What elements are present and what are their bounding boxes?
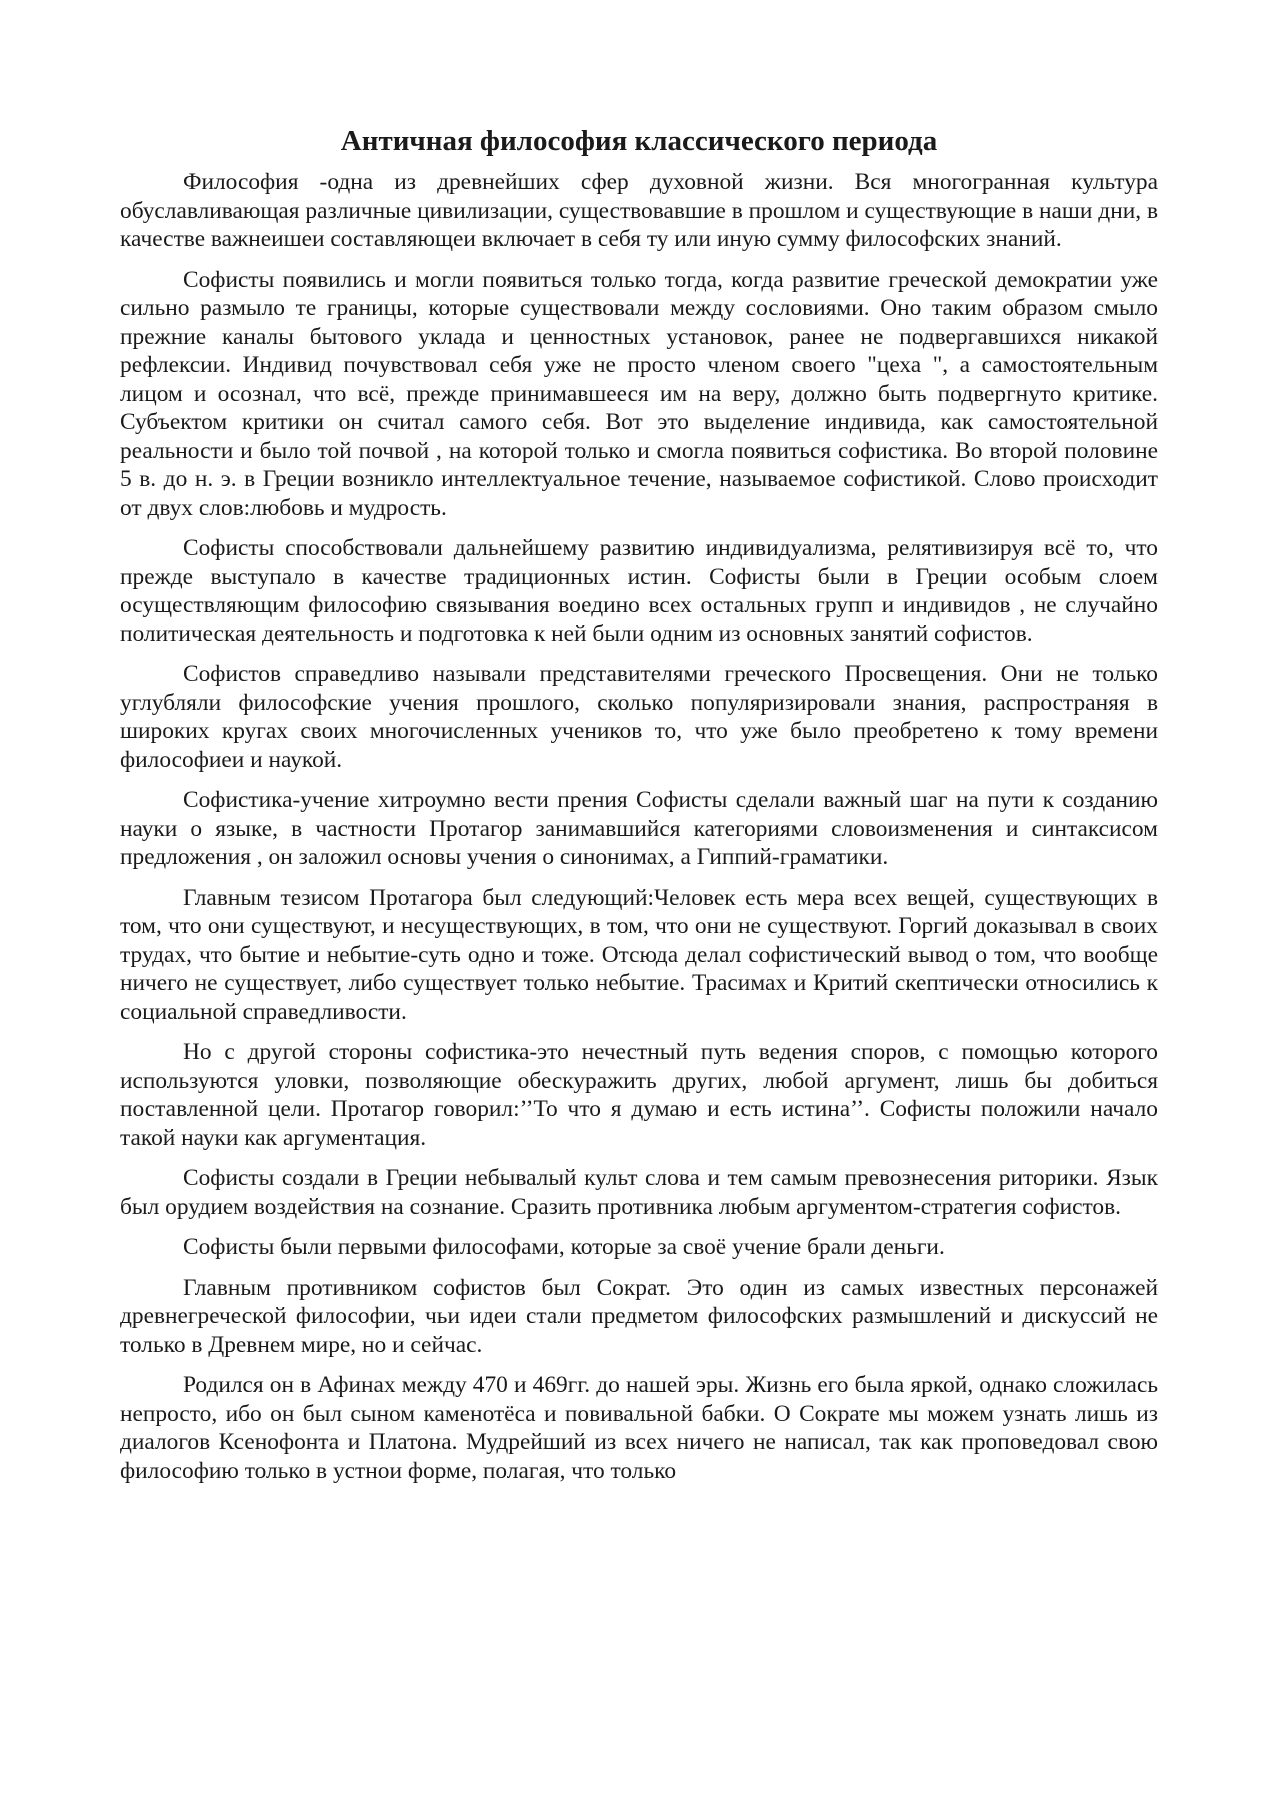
paragraph-socrates-opponent: Главным противником софистов был Сократ. Это один из самых известных персонажей древнегреческой философии, чьи идеи стали предметом философских размышлений и дискуссий не только в Древнем мире, но и сейчас. bbox=[120, 1274, 1158, 1358]
paragraph-protagoras-thesis: Главным тезисом Протагора был следующий:Человек есть мера всех вещей, существующих в том, что они существуют, и несуществующих, в том, что они не существуют. Горгий доказывал в своих трудах, что бытие и небытие-суть одно и тоже. Отсюда делал софистический вывод о том, что вообще ничего не существует, либо существует только небытие. Трасимах и Критий скептически относились к социальной справедливости. bbox=[120, 884, 1158, 1025]
paragraph-individualism: Софисты способствовали дальнейшему развитию индивидуализма, релятивизируя всё то, что прежде выступало в качестве традиционных истин. Софисты были в Греции особым слоем осуществляющим философию связывания воедино всех остальных групп и индивидов , не случайно политическая деятельность и подготовка к ней были одним из основных занятий софистов. bbox=[120, 535, 1158, 647]
paragraph-rhetoric: Софисты создали в Греции небывалый культ слова и тем самым превознесения риторики. Язык был орудием воздействия на сознание. Сразить противника любым аргументом-стратегия софистов. bbox=[120, 1165, 1158, 1220]
paragraph-paid-teaching: Софисты были первыми философами, которые за своё учение брали деньги. bbox=[183, 1234, 945, 1260]
paragraph-socrates-biography: Родился он в Афинах между 470 и 469гг. до нашей эры. Жизнь его была яркой, однако сложилась непросто, ибо он был сыном каменотёса и повивальной бабки. О Сократе мы можем узнать лишь из диалогов Ксенофонта и Платона. Мудрейший из всех ничего не написал, так как проповедовал свою философию только в устнои форме, полагая, что только bbox=[120, 1372, 1158, 1484]
paragraph-intro: Философия -одна из древнейших сфер духовной жизни. Вся многогранная культура обуславливающая различные цивилизации, существовавшие в прошлом и существующие в наши дни, в качестве важнеишеи составляющеи включает в себя ту или иную сумму философских знаний. bbox=[120, 169, 1158, 252]
paragraph-enlightenment: Софистов справедливо называли представителями греческого Просвещения. Они не только углубляли философские учения прошлого, сколько популяризировали знания, распространяя в широких кругах своих многочисленных учеников то, что уже было преобретено к тому времени философиеи и наукой. bbox=[120, 661, 1158, 773]
paragraph-sophists-origin: Софисты появились и могли появиться только тогда, когда развитие греческой демократии уже сильно размыло те границы, которые существовали между сословиями. Оно таким образом смыло прежние каналы бытового уклада и ценностных установок, ранее не подвергавшихся никакой рефлексии. Индивид почувствовал себя уже не просто членом своего "цеха ", а самостоятельным лицом и осознал, что всё, прежде принимавшееся им на веру, должно быть подвергнуто критике. Субъектом критики он считал самого себя. Вот это выделение индивида, как самостоятельной реальности и было той почвой , на которой только и смогла появиться софистика. Во второй половине 5 в. до н. э. в Греции возникло интеллектуальное течение, называемое софистикой. Слово происходит от двух слов:любовь и мудрость. bbox=[120, 266, 1158, 521]
paragraph-argumentation: Но с другой стороны софистика-это нечестный путь ведения споров, с помощью которого используются уловки, позволяющие обескуражить других, любой аргумент, лишь бы добиться поставленной цели. Протагор говорил:’’То что я думаю и есть истина’’. Софисты положили начало такой науки как аргументация. bbox=[120, 1039, 1158, 1151]
paragraph-sophistics-language: Софистика-учение хитроумно вести прения Софисты сделали важный шаг на пути к созданию науки о языке, в частности Протагор занимавшийся категориями словоизменения и синтаксисом предложения , он заложил основы учения о синонимах, а Гиппий-граматики. bbox=[120, 787, 1158, 870]
document-title: Античная философия классического периода bbox=[340, 125, 938, 157]
document-body bbox=[120, 124, 1158, 1497]
